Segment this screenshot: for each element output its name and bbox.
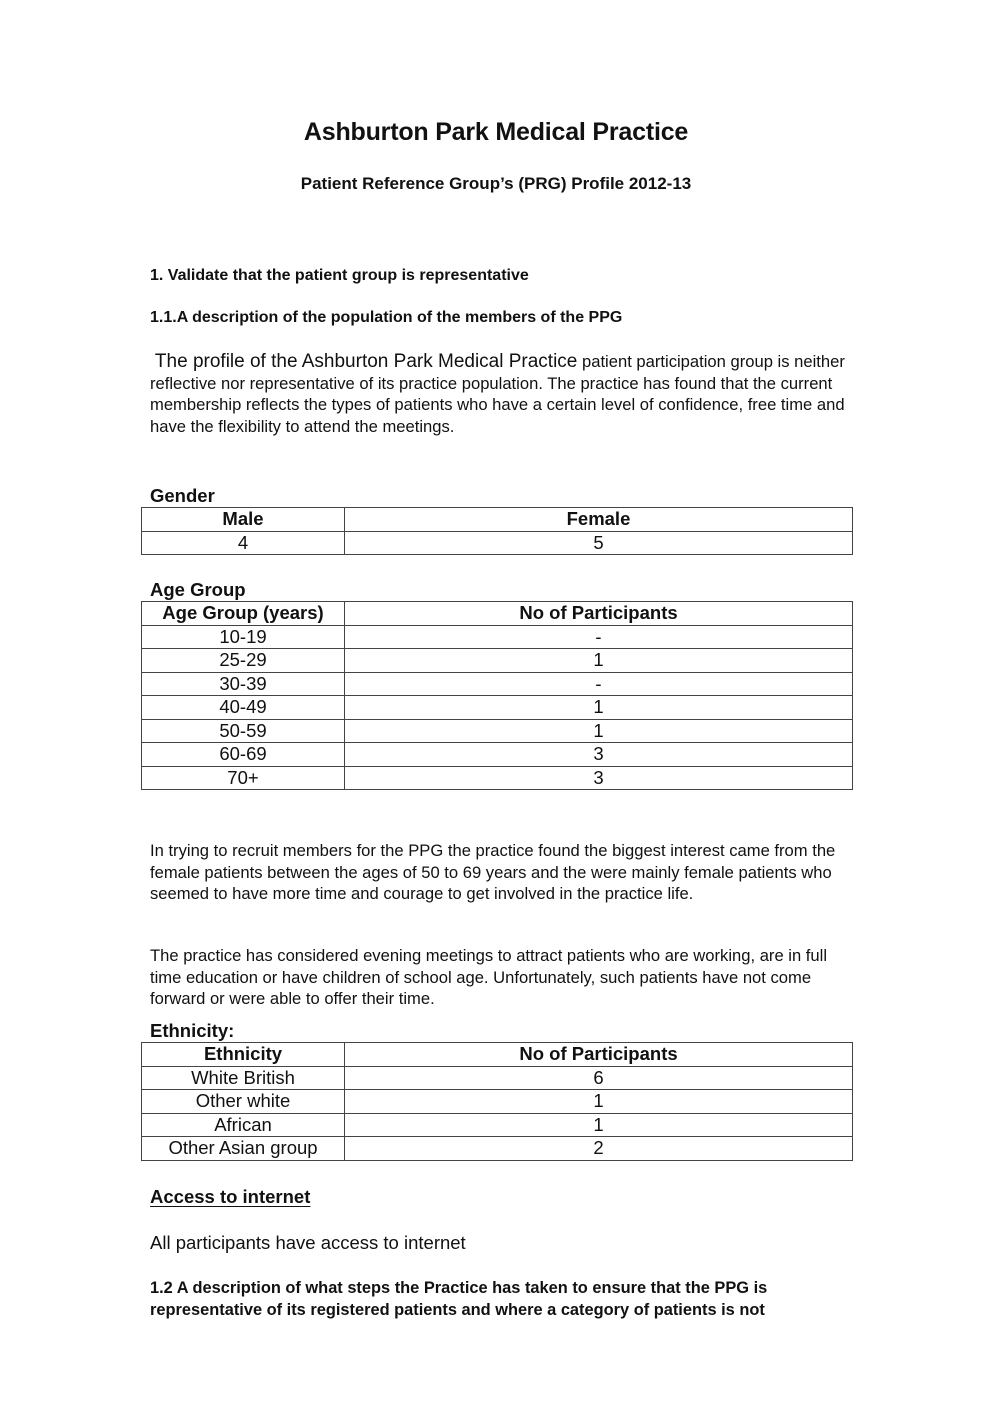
recruit-paragraph: In trying to recruit members for the PPG the practice found the biggest interest came from the female patients between the ages of 50 to 69 years and the were mainly female patients who seemed to have more time and courage to get involved in the practice life. xyxy=(150,841,836,903)
participant-count: 1 xyxy=(345,649,853,673)
ethnicity-name: Other white xyxy=(142,1090,345,1114)
participant-count: 1 xyxy=(345,1090,853,1114)
age-group-table xyxy=(141,601,853,790)
header-ethnicity: Ethnicity xyxy=(142,1043,345,1067)
section-1-2-heading: 1.2 A description of what steps the Practice has taken to ensure that the PPG is representative of its registered patients and where a category of patients is not xyxy=(150,1279,768,1319)
age-range: 40-49 xyxy=(142,696,345,720)
participant-count: 3 xyxy=(345,743,853,767)
table-row xyxy=(142,766,853,790)
evening-meetings-paragraph: The practice has considered evening meetings to attract patients who are working, are in full time education or have children of school age. Unfortunately, such patients have not come forward or were able to offer their time. xyxy=(150,946,828,1008)
age-range: 10-19 xyxy=(142,625,345,649)
ethnicity-name: African xyxy=(142,1113,345,1137)
table-row xyxy=(142,1113,853,1137)
document-title: Ashburton Park Medical Practice xyxy=(303,118,689,146)
table-row xyxy=(142,672,853,696)
age-range: 30-39 xyxy=(142,672,345,696)
age-group-label: Age Group xyxy=(150,579,246,600)
female-count: 5 xyxy=(345,531,853,555)
age-range: 50-59 xyxy=(142,719,345,743)
participant-count: 1 xyxy=(345,696,853,720)
age-range: 60-69 xyxy=(142,743,345,767)
ethnicity-table xyxy=(141,1042,853,1161)
table-row xyxy=(142,531,853,555)
table-row xyxy=(142,1137,853,1161)
intro-paragraph-lead: The profile of the Ashburton Park Medical Practice xyxy=(150,351,578,372)
table-row xyxy=(142,719,853,743)
participant-count: 1 xyxy=(345,1113,853,1137)
intro-paragraph-rest: patient participation group is neither reflective nor representative of its practice population. The practice has found that the current membership reflects the types of patients who have a certain level of confidence, free time and have the flexibility to attend the meetings. xyxy=(150,352,845,436)
table-row xyxy=(142,649,853,673)
header-male: Male xyxy=(142,508,345,532)
table-row xyxy=(142,625,853,649)
section-1-heading: 1. Validate that the patient group is representative xyxy=(150,267,529,284)
header-participants: No of Participants xyxy=(345,1043,853,1067)
male-count: 4 xyxy=(142,531,345,555)
gender-label: Gender xyxy=(150,485,215,506)
table-row xyxy=(142,1090,853,1114)
document-subtitle: Patient Reference Group’s (PRG) Profile 2012-13 xyxy=(300,174,692,193)
intro-paragraph xyxy=(150,351,850,437)
ethnicity-label: Ethnicity: xyxy=(150,1020,235,1041)
ethnicity-name: Other Asian group xyxy=(142,1137,345,1161)
participant-count: 2 xyxy=(345,1137,853,1161)
ethnicity-name: White British xyxy=(142,1066,345,1090)
table-header-row xyxy=(142,508,853,532)
table-row xyxy=(142,696,853,720)
participant-count: 1 xyxy=(345,719,853,743)
header-participants: No of Participants xyxy=(345,602,853,626)
header-age-group: Age Group (years) xyxy=(142,602,345,626)
table-header-row xyxy=(142,1043,853,1067)
table-row xyxy=(142,1066,853,1090)
age-range: 70+ xyxy=(142,766,345,790)
header-female: Female xyxy=(345,508,853,532)
participant-count: 3 xyxy=(345,766,853,790)
section-1-1-heading: 1.1.A description of the population of the members of the PPG xyxy=(150,309,623,326)
participant-count: - xyxy=(345,625,853,649)
age-range: 25-29 xyxy=(142,649,345,673)
participant-count: - xyxy=(345,672,853,696)
internet-access-heading: Access to internet xyxy=(150,1186,311,1207)
gender-table xyxy=(141,507,853,555)
participant-count: 6 xyxy=(345,1066,853,1090)
table-row xyxy=(142,743,853,767)
internet-access-text: All participants have access to internet xyxy=(150,1232,466,1253)
table-header-row xyxy=(142,602,853,626)
